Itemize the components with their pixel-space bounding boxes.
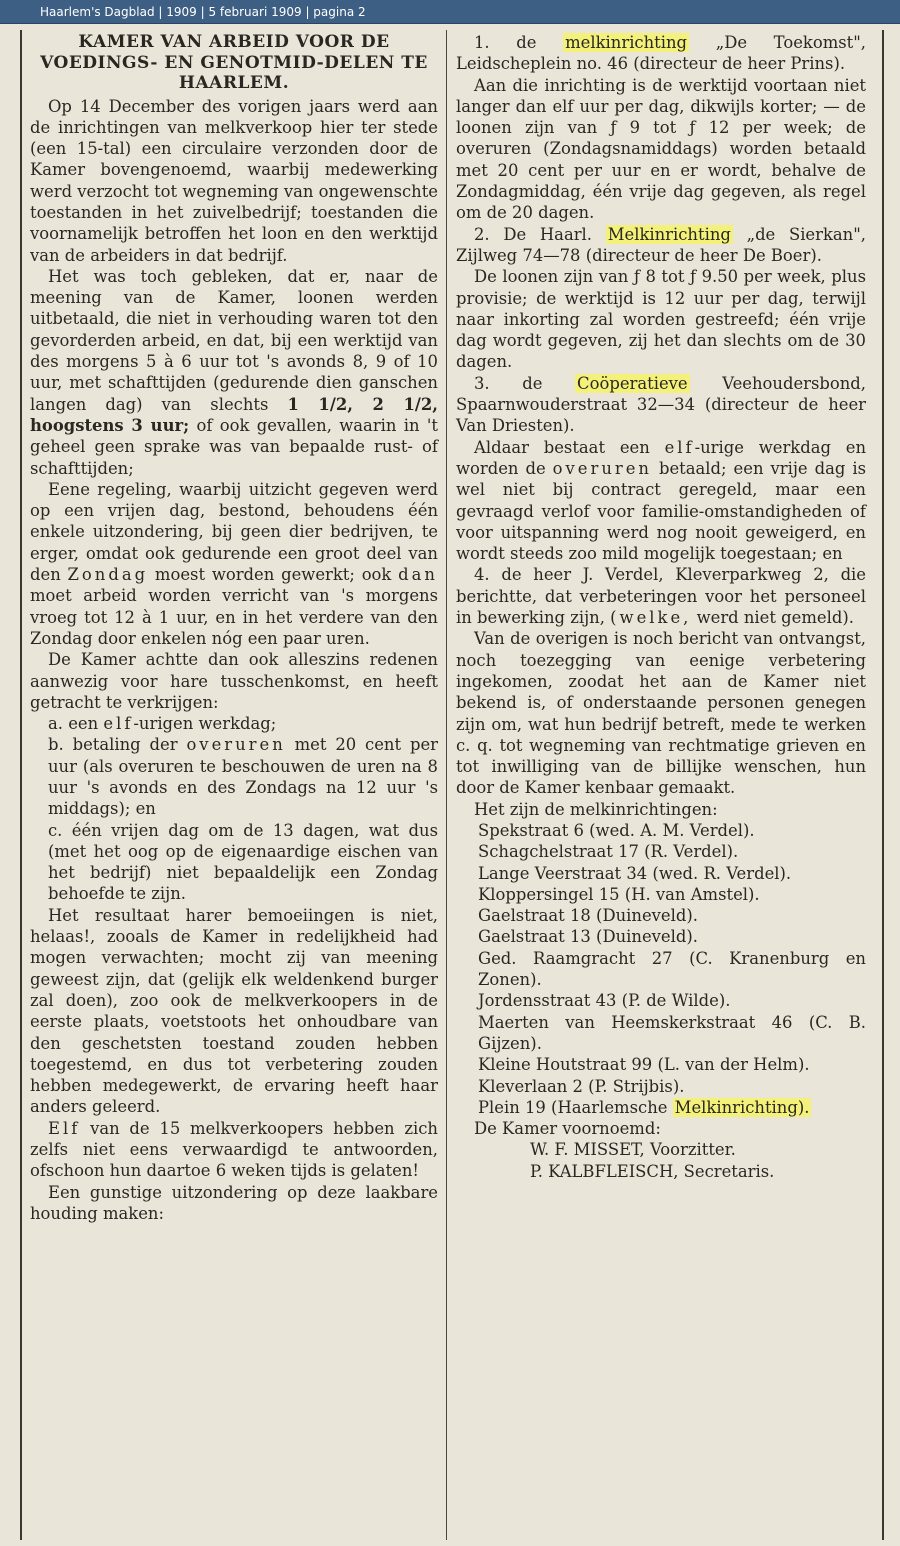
list-item: c. één vrijen dag om de 13 dagen, wat dus (met het oog op de eigenaardige eischen van het bedrijf) niet bepaaldelijk een Zondag behoefde te zijn.	[48, 820, 438, 904]
list-item-text: 3. de	[474, 373, 543, 393]
paragraph-text: moet arbeid worden verricht van 's morgens vroeg tot 12 à 1 uur, en in het verdere van den Zondag door enkelen nóg een paar uren.	[30, 586, 438, 648]
paragraph: De Kamer achtte dan ook alleszins redenen aanwezig voor hare tusschenkomst, en heeft getracht te verkrijgen:	[30, 650, 438, 712]
spaced-word: Elf	[48, 1118, 81, 1138]
paragraph: Op 14 December des vorigen jaars werd aan de inrichtingen van melkverkoop hier ter stede (een 15-tal) een circulaire verzonden door de Kamer bovengenoemd, waarbij medewerking werd verzocht tot wegneming van ongewenschte toestanden in het zuivelbedrijf; toestanden die voornamelijk betroffen het loon en den werktijd van de arbeiders in dat bedrijf.	[30, 96, 439, 265]
list-item-text: met 20 cent per uur (als overuren te beschouwen de uren na 8 uur 's avonds en des Zondags na 12 uur 's middags); en	[48, 735, 438, 819]
list-item-text: werd niet gemeld).	[696, 608, 854, 628]
paragraph: Aan die inrichting is de werktijd voortaan niet langer dan elf uur per dag, dikwijls korter; — de loonen zijn van ƒ 9 tot ƒ 12 per week; de overuren (Zondagsnamiddags) worden betaald met 20 cent per uur en er wordt, behalve de Zondagmiddag, één vrije dag gegeven, als regel om de 20 dagen.	[456, 75, 866, 223]
article-headline: KAMER VAN ARBEID VOOR DE VOEDINGS- EN GENOTMID-DELEN TE HAARLEM.	[40, 32, 428, 93]
address-item: Gaelstraat 13 (Duineveld).	[478, 927, 698, 947]
list-item	[30, 734, 438, 819]
paragraph: Het resultaat harer bemoeiingen is niet, helaas!, zooals de Kamer in redelijkheid had mogen verwachten; mocht zij van meening geweest zijn, dat (gelijk elk weldenkend burger zal doen), zoo ook de melkverkoopers in de eerste plaats, voetstoots het onhoudbare van den geschetsten toestand zouden hebben toegestemd, en dus tot verbetering zouden hebben medegewerkt, de ervaring heeft haar anders geleerd.	[30, 905, 438, 1117]
address-item: Spekstraat 6 (wed. A. M. Verdel).	[478, 820, 755, 840]
address-item: Lange Veerstraat 34 (wed. R. Verdel).	[478, 863, 792, 883]
article-column-right	[456, 32, 866, 1182]
list-item-text: -urigen werkdag;	[133, 714, 277, 734]
list-item-text: 4. de heer J. Verdel, Kleverparkweg 2, die berichtte, dat verbeteringen voor het personeel in bewerking zijn,	[456, 565, 866, 628]
list-intro: Het zijn de melkinrichtingen:	[474, 799, 718, 819]
column-rule-left	[20, 30, 22, 1540]
paragraph-text: van de 15 melkverkoopers hebben zich zelfs niet eens verwaardigd te antwoorden, ofschoon hun daartoe 6 weken tijds is gelaten!	[30, 1118, 438, 1181]
paragraph: De loonen zijn van ƒ 8 tot ƒ 9.50 per week, plus provisie; de werktijd is 12 uur per dag, terwijl naar inkorting zal worden gestreefd; één vrije dag wordt gegeven, zij het dan slechts om de 30 dagen.	[456, 267, 866, 372]
paragraph: Een gunstige uitzondering op deze laakbare houding maken:	[30, 1182, 438, 1223]
address-item: Schagchelstraat 17 (R. Verdel).	[478, 842, 739, 862]
spaced-word: Zondag	[67, 565, 149, 585]
search-highlight: Coöperatieve	[577, 373, 688, 393]
paragraph-text: betaald; een vrije dag is wel niet bij contract geregeld, maar een gevraagd verlof voor familie-omstandigheden of voor uitspanning werd nog nooit geweigerd, en wordt steeds zoo mild mogelijk toegestaan; en	[456, 458, 867, 564]
list-item	[456, 32, 866, 75]
spaced-word: elf	[664, 437, 695, 457]
paragraph-bold-text: 1 1/2, 2 1/2, hoogstens 3 uur;	[30, 394, 438, 435]
list-item-text: 2. De Haarl.	[474, 224, 593, 244]
list-item	[456, 224, 866, 267]
spaced-word: dan	[398, 565, 438, 585]
column-rule-middle	[446, 30, 447, 1540]
newspaper-page	[0, 24, 900, 1546]
paragraph: Van de overigen is noch bericht van ontvangst, noch toezegging van eenige verbetering ingekomen, zoodat het aan de Kamer niet bekend is, of onderstaande personen genegen zijn om, wat hun bedrijf betreft, mede te werken c. q. tot wegneming van rechtmatige grieven en tot inwilliging van de billijke wenschen, hun door de Kamer kenbaar gemaakt.	[456, 629, 866, 798]
paragraph	[30, 266, 438, 479]
list-item-text: Veehoudersbond, Spaarnwouderstraat 32—34 (directeur de heer Van Driesten).	[456, 373, 867, 436]
list-item	[30, 713, 438, 734]
search-highlight: Melkinrichting	[607, 224, 731, 244]
list-item-text: b. betaling der	[48, 735, 178, 755]
search-highlight: melkinrichting	[565, 33, 688, 52]
address-list	[456, 820, 866, 1097]
paragraph-text: Het was toch gebleken, dat er, naar de meening van de Kamer, loonen werden uitbetaald, die niet in verhouding waren tot den gevorderden arbeid, en dat, bij een werktijd van des morgens 5 à 6 uur tot 's avonds 8, 9 of 10 uur, met schafttijden (gedurende dien ganschen langen dag) van slechts	[30, 266, 438, 414]
spaced-word: elf	[103, 714, 134, 734]
address-item: Kloppersingel 15 (H. van Amstel).	[478, 884, 760, 904]
spaced-word: overuren	[186, 735, 286, 755]
search-highlight: Melkinrichting).	[674, 1097, 810, 1117]
paragraph	[30, 1118, 438, 1182]
list-item-text: a. een	[48, 714, 99, 734]
signature-chairman: W. F. MISSET, Voorzitter.	[530, 1140, 736, 1160]
spaced-word: overuren	[552, 458, 652, 478]
page-caption: Haarlem's Dagblad | 1909 | 5 februari 1909 | pagina 2	[40, 5, 366, 19]
list-item-text: „de Sierkan", Zijlweg 74—78 (directeur de heer De Boer).	[456, 224, 866, 265]
address-item: Kleverlaan 2 (P. Strijbis).	[478, 1076, 685, 1096]
page-caption-bar	[0, 0, 900, 24]
list-item	[456, 564, 866, 628]
paragraph	[30, 479, 438, 649]
paragraph-text: Eene regeling, waarbij uitzicht gegeven werd op een vrijen dag, bestond, behoudens één enkele uitzondering, bij geen dier bedrijven, te erger, omdat ook gedurende een groot deel van den	[30, 479, 438, 585]
paragraph-text: -urige werkdag en worden de	[456, 437, 866, 478]
address-item: Maerten van Heemskerkstraat 46 (C. B. Gijzen).	[478, 1012, 866, 1053]
spaced-word: (welke,	[610, 608, 692, 628]
address-text: Plein 19 (Haarlemsche	[478, 1097, 668, 1117]
paragraph-text: of ook gevallen, waarin in 't geheel geen sprake was van bepaalde rust- of schafttijden;	[30, 415, 438, 478]
list-item-text: 1. de	[474, 33, 537, 52]
address-item: Kleine Houtstraat 99 (L. van der Helm).	[478, 1055, 810, 1075]
paragraph	[456, 437, 866, 565]
paragraph-text: Aldaar bestaat een	[474, 437, 650, 457]
closing-line: De Kamer voornoemd:	[474, 1119, 661, 1139]
address-item	[456, 1097, 866, 1118]
column-rule-right	[882, 30, 884, 1540]
list-item-text: „De Toekomst", Leidscheplein no. 46 (directeur de heer Prins).	[456, 33, 866, 74]
address-item: Gaelstraat 18 (Duineveld).	[478, 906, 698, 926]
signature-secretary: P. KALBFLEISCH, Secretaris.	[530, 1161, 775, 1181]
paragraph-text: moest worden gewerkt; ook	[154, 565, 392, 585]
address-item: Ged. Raamgracht 27 (C. Kranenburg en Zonen).	[478, 948, 866, 990]
list-item	[456, 373, 866, 437]
article-column-left	[30, 32, 438, 1224]
address-item: Jordensstraat 43 (P. de Wilde).	[478, 991, 731, 1011]
